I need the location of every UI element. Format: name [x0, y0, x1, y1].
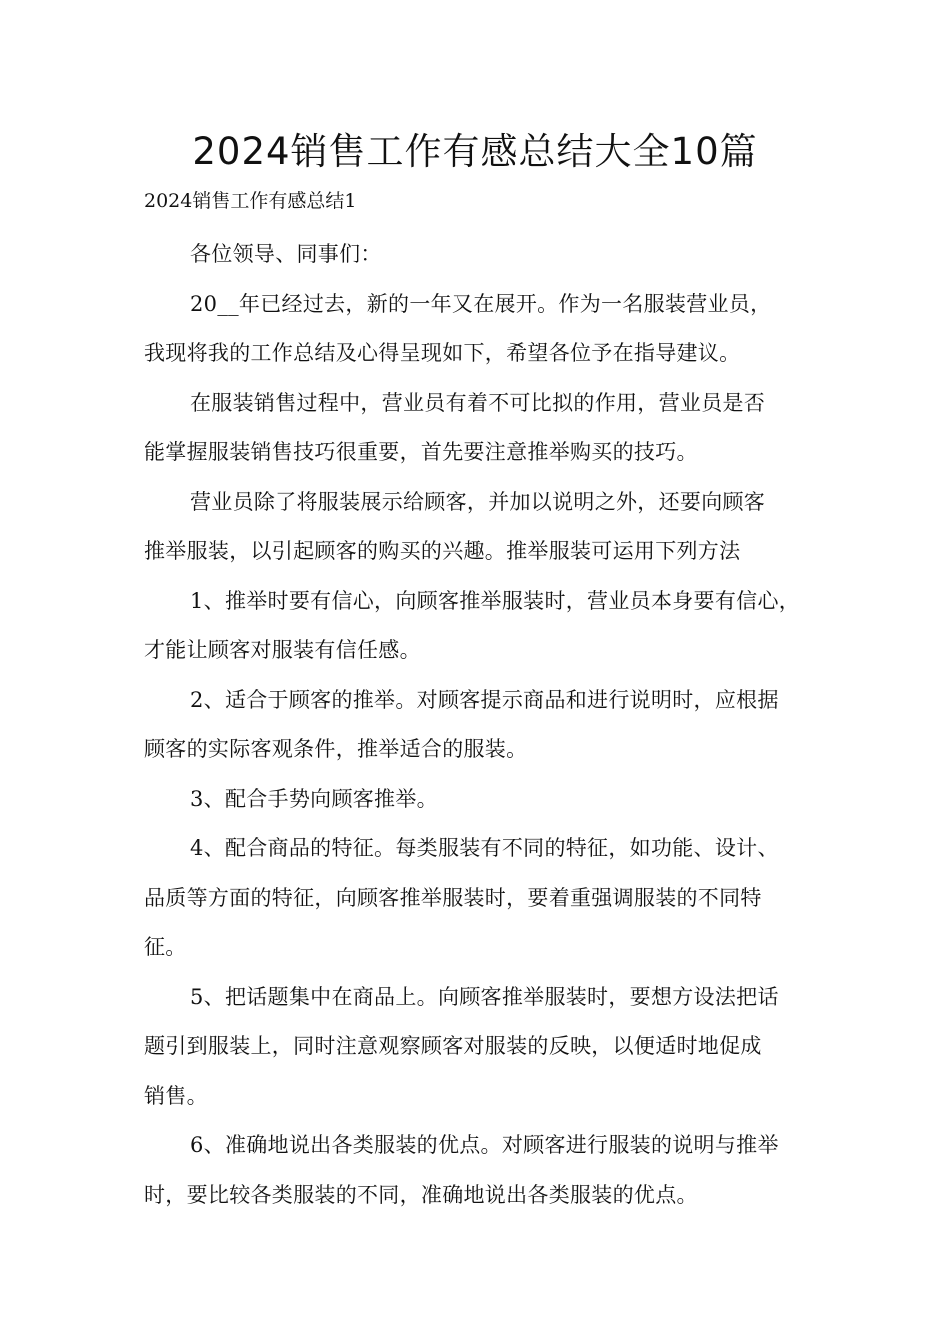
paragraph-item-5: 5、把话题集中在商品上。向顾客推举服装时，要想方设法把话 题引到服装上，同时注意观察顾客对服装的反映，以便适时地促成 销售。	[144, 984, 779, 1108]
paragraph-item-3: 3、配合手势向顾客推举。	[190, 786, 438, 811]
paragraph-item-2: 2、适合于顾客的推举。对顾客提示商品和进行说明时，应根据 顾客的实际客观条件，推举适合的服装。	[144, 687, 779, 761]
paragraph-item-4: 4、配合商品的特征。每类服装有不同的特征，如功能、设计、 品质等方面的特征，向顾客推举服装时，要着重强调服装的不同特 征。	[144, 836, 779, 959]
paragraph-item-1: 1、推举时要有信心，向顾客推举服装时，营业员本身要有信心， 才能让顾客对服装有信任感。	[144, 588, 801, 662]
paragraph-intro: 20__年已经过去，新的一年又在展开。作为一名服装营业员， 我现将我的工作总结及心得呈现如下，希望各位予在指导建议。	[144, 291, 772, 365]
paragraph-role: 在服装销售过程中，营业员有着不可比拟的作用，营业员是否 能掌握服装销售技巧很重要，首先要注意推举购买的技巧。	[144, 390, 766, 464]
paragraph-methods: 营业员除了将服装展示给顾客，并加以说明之外，还要向顾客 推举服装，以引起顾客的购买的兴趣。推举服装可运用下列方法	[144, 489, 766, 563]
document-title: 2024销售工作有感总结大全10篇	[192, 130, 758, 173]
paragraph-greeting: 各位领导、同事们：	[190, 242, 382, 266]
paragraph-item-6: 6、准确地说出各类服装的优点。对顾客进行服装的说明与推举 时，要比较各类服装的不同，准确地说出各类服装的优点。	[144, 1133, 779, 1207]
document-body	[144, 230, 812, 1220]
section-heading: 2024销售工作有感总结1	[144, 190, 357, 212]
